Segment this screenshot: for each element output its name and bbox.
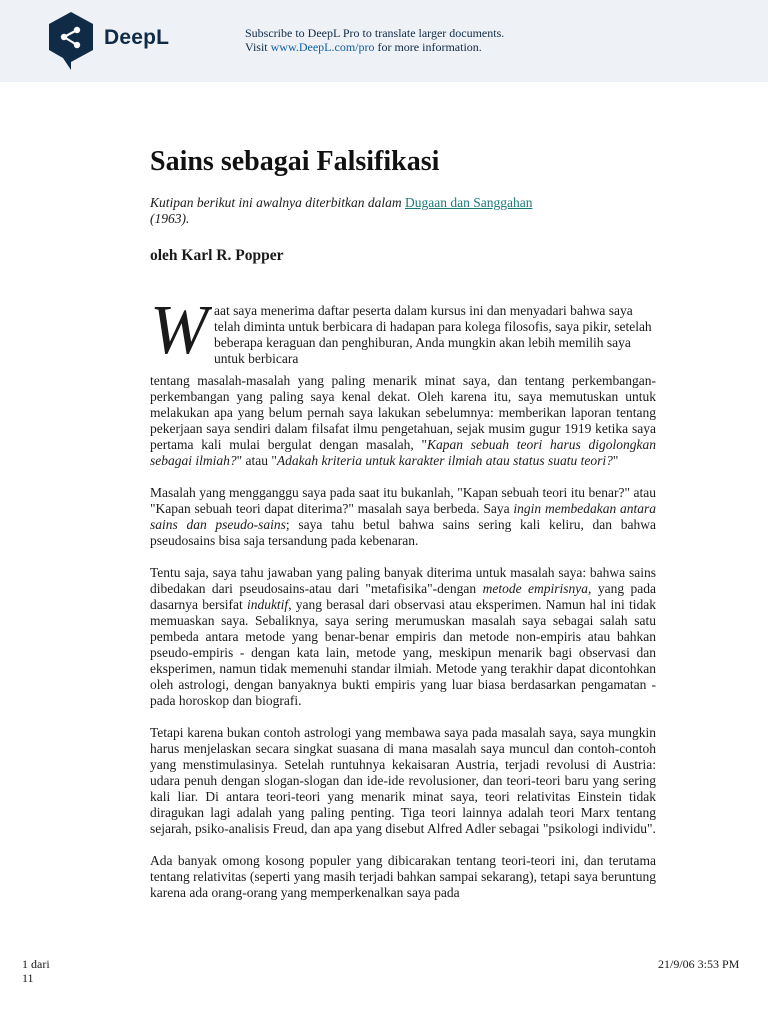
deepl-banner — [0, 0, 768, 82]
p3-emphasis-2: induktif — [246, 597, 289, 612]
page-counter-line-1: 1 dari — [22, 957, 50, 971]
page-title: Sains sebagai Falsifikasi — [150, 146, 440, 177]
opening-block — [150, 297, 656, 373]
p2-emphasis: ingin membedakan antara sains dan pseudo-sains — [150, 501, 656, 532]
page-counter-line-2: 11 — [22, 971, 34, 985]
paragraph-1 — [150, 373, 656, 469]
paragraph-5: Ada banyak omong kosong populer yang dibicarakan tentang teori-teori ini, dan terutama tentang relativitas (seperti yang masih terjadi bahkan sampai sekarang), tetapi saya beruntung karena ada orang-orang yang memperkenalkan saya pada — [150, 853, 656, 900]
intro-prefix: Kutipan berikut ini awalnya diterbitkan dalam — [150, 195, 402, 210]
p1-question-2: Adakah kriteria untuk karakter ilmiah atau status suatu teori? — [276, 453, 613, 468]
promo-visit: Visit — [245, 40, 268, 54]
p3-emphasis-1: metode empirisnya — [482, 581, 589, 596]
paragraph-4: Tetapi karena bukan contoh astrologi yang membawa saya pada masalah saya, saya mungkin harus menjelaskan secara singkat suasana di mana masalah saya muncul dan contoh-contoh yang menstimulasinya. Setelah runtuhnya kekaisaran Austria, terjadi revolusi di Austria: udara penuh dengan slogan-slogan dan ide-ide revolusioner, dan teori-teori baru yang sering kali liar. Di antara teori-teori yang menarik minat saya, teori relativitas Einstein tidak diragukan lagi adalah yang paling penting. Tiga teori lainnya adalah teori Marx tentang sejarah, psiko-analisis Freud, dan apa yang disebut Alfred Adler sebagai "psikologi individu". — [150, 725, 656, 836]
deepl-logo-icon — [46, 10, 96, 72]
paragraph-1-lead: aat saya menerima daftar peserta dalam kursus ini dan menyadari bahwa saya telah diminta untuk berbicara di hadapan para kolega filosofis, saya pikir, setelah beberapa keraguan dan penghiburan, Anda mungkin akan lebih memilih saya untuk berbicara — [214, 303, 652, 366]
article — [150, 145, 656, 901]
intro-year: (1963). — [150, 211, 190, 226]
paragraph-2 — [150, 485, 656, 549]
intro-note — [150, 195, 580, 227]
page-counter — [22, 957, 50, 985]
author-line: oleh Karl R. Popper — [150, 247, 284, 264]
source-book-link[interactable]: Dugaan dan Sanggahan — [404, 195, 533, 210]
p3-text-c: , yang berasal dari observasi atau eksperimen. Namun hal ini tidak memuaskan saya. Sebaliknya, saya sering merumuskan masalah saya sebagai salah satu pembeda antara metode yang benar-benar empiris dan metode non-empiris atau bahkan pseudo-empiris - dengan kata lain, metode yang, meskipun menarik bagi observasi dan eksperimen, namun tidak memenuhi standar ilmiah. Metode yang terakhir dapat dicontohkan oleh astrologi, dengan banyaknya bukti empiris yang luar biasa berdasarkan pengamatan - pada horoskop dan biografi. — [150, 597, 656, 708]
dropcap-glyph: W — [150, 297, 209, 361]
promo-line-2 — [245, 40, 504, 54]
p2-text-a: Masalah yang mengganggu saya pada saat itu bukanlah, "Kapan sebuah teori itu benar?" atau "Kapan sebuah teori dapat diterima?" masalah saya berbeda. Saya — [150, 485, 656, 516]
paragraph-3 — [150, 565, 656, 709]
p3-text-b: , yang pada dasarnya bersifat — [150, 581, 656, 612]
deepl-pro-link[interactable]: www.DeepL.com/pro — [270, 40, 375, 54]
promo-suffix: for more information. — [377, 40, 482, 54]
p2-text-b: ; saya tahu betul bahwa sains sering kali keliru, dan bahwa pseudosains bisa saja tersandung pada kebenaran. — [150, 517, 656, 548]
promo-text — [245, 26, 504, 54]
p1-text-b: " atau " — [236, 453, 277, 468]
promo-line-1: Subscribe to DeepL Pro to translate larger documents. — [245, 26, 505, 40]
p3-text-a: Tentu saja, saya tahu jawaban yang paling banyak diterima untuk masalah saya: bahwa sains dibedakan dari pseudosains-atau dari "metafisika"-dengan — [150, 565, 656, 596]
p1-question-1: Kapan sebuah teori harus digolongkan sebagai ilmiah? — [150, 437, 656, 468]
print-timestamp: 21/9/06 3:53 PM — [658, 957, 740, 971]
p1-text-c: " — [612, 453, 619, 468]
deepl-logo-text: DeepL — [104, 26, 170, 49]
p1-text-a: tentang masalah-masalah yang paling menarik minat saya, dan tentang perkembangan-perkembangan yang paling saya kenal dekat. Oleh karena itu, saya memutuskan untuk melakukan apa yang belum pernah saya lakukan sebelumnya: memberikan laporan tentang pekerjaan saya sendiri dalam filsafat ilmu pengetahuan, sejak musim gugur 1919 ketika saya pertama kali mulai bergulat dengan masalah, " — [150, 373, 656, 452]
dropcap-letter — [150, 297, 212, 361]
